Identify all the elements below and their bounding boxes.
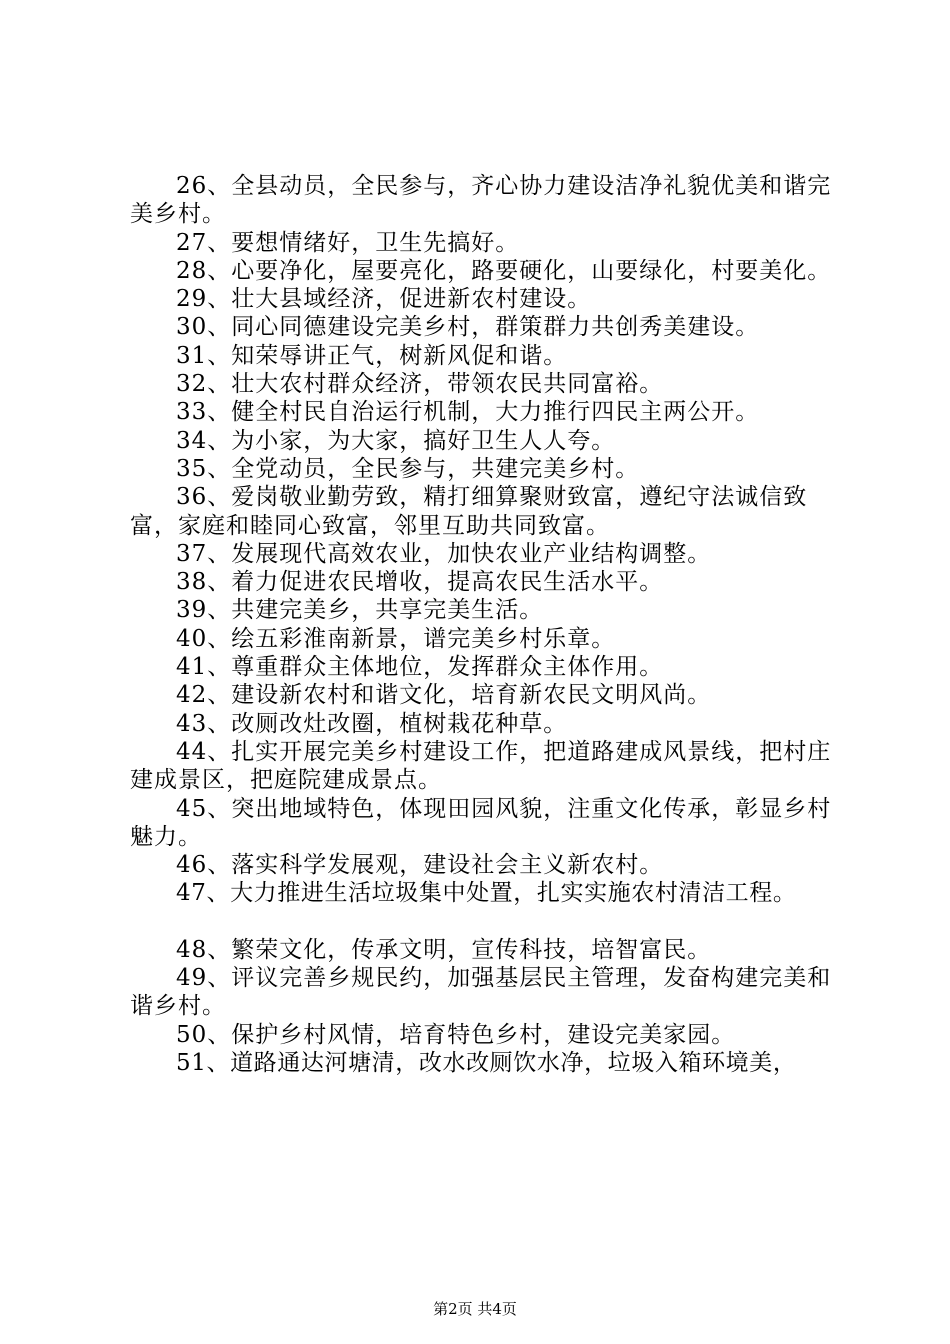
paragraph-31: 31、知荣辱讲正气，树新风促和谐。 xyxy=(176,342,568,369)
paragraph-35: 35、全党动员，全民参与，共建完美乡村。 xyxy=(176,455,640,482)
paragraph-46: 46、落实科学发展观，建设社会主义新农村。 xyxy=(176,852,664,879)
paragraph-42: 42、建设新农村和谐文化，培育新农民文明风尚。 xyxy=(176,682,712,709)
paragraph-50: 50、保护乡村风情，培育特色乡村，建设完美家园。 xyxy=(176,1021,736,1048)
paragraph-45: 45、突出地域特色，体现田园风貌，注重文化传承，彰显乡村魅力。 xyxy=(130,795,832,850)
paragraph-32: 32、壮大农村群众经济，带领农民共同富裕。 xyxy=(176,371,664,398)
document-body xyxy=(130,172,840,1077)
paragraph-43: 43、改厕改灶改圈，植树栽花种草。 xyxy=(176,710,568,737)
paragraph-34: 34、为小家，为大家，搞好卫生人人夸。 xyxy=(176,427,616,454)
paragraph-47: 47、大力推进生活垃圾集中处置，扎实实施农村清洁工程。 xyxy=(176,880,797,907)
paragraph-36: 36、爱岗敬业勤劳致，精打细算聚财致富，遵纪守法诚信致富，家庭和睦同心致富，邻里互助共同致富。 xyxy=(130,484,808,539)
paragraph-44: 44、扎实开展完美乡村建设工作，把道路建成风景线，把村庄建成景区，把庭院建成景点。 xyxy=(130,738,832,794)
paragraph-28: 28、心要净化，屋要亮化，路要硬化，山要绿化，村要美化。 xyxy=(176,257,832,284)
paragraph-41: 41、尊重群众主体地位，发挥群众主体作用。 xyxy=(176,654,664,681)
paragraph-33: 33、健全村民自治运行机制，大力推行四民主两公开。 xyxy=(176,399,760,426)
paragraph-49: 49、评议完善乡规民约，加强基层民主管理，发奋构建完美和谐乡村。 xyxy=(130,965,832,1020)
paragraph-38: 38、着力促进农民增收，提高农民生活水平。 xyxy=(176,569,664,596)
page-number-footer: 第2页 共4页 xyxy=(433,1300,517,1318)
paragraph-26: 26、全县动员，全民参与，齐心协力建设洁净礼貌优美和谐完美乡村。 xyxy=(130,173,832,228)
paragraph-29: 29、壮大县域经济，促进新农村建设。 xyxy=(176,286,592,313)
blank-line xyxy=(130,908,840,936)
paragraph-27: 27、要想情绪好，卫生先搞好。 xyxy=(176,229,520,256)
paragraph-40: 40、绘五彩淮南新景，谱完美乡村乐章。 xyxy=(176,625,616,652)
paragraph-39: 39、共建完美乡，共享完美生活。 xyxy=(176,597,544,624)
paragraph-48: 48、繁荣文化，传承文明，宣传科技，培智富民。 xyxy=(176,936,712,963)
paragraph-30: 30、同心同德建设完美乡村，群策群力共创秀美建设。 xyxy=(176,314,760,341)
paragraph-51: 51、道路通达河塘清，改水改厕饮水净，垃圾入箱环境美， xyxy=(176,1049,797,1076)
paragraph-37: 37、发展现代高效农业，加快农业产业结构调整。 xyxy=(176,540,712,567)
